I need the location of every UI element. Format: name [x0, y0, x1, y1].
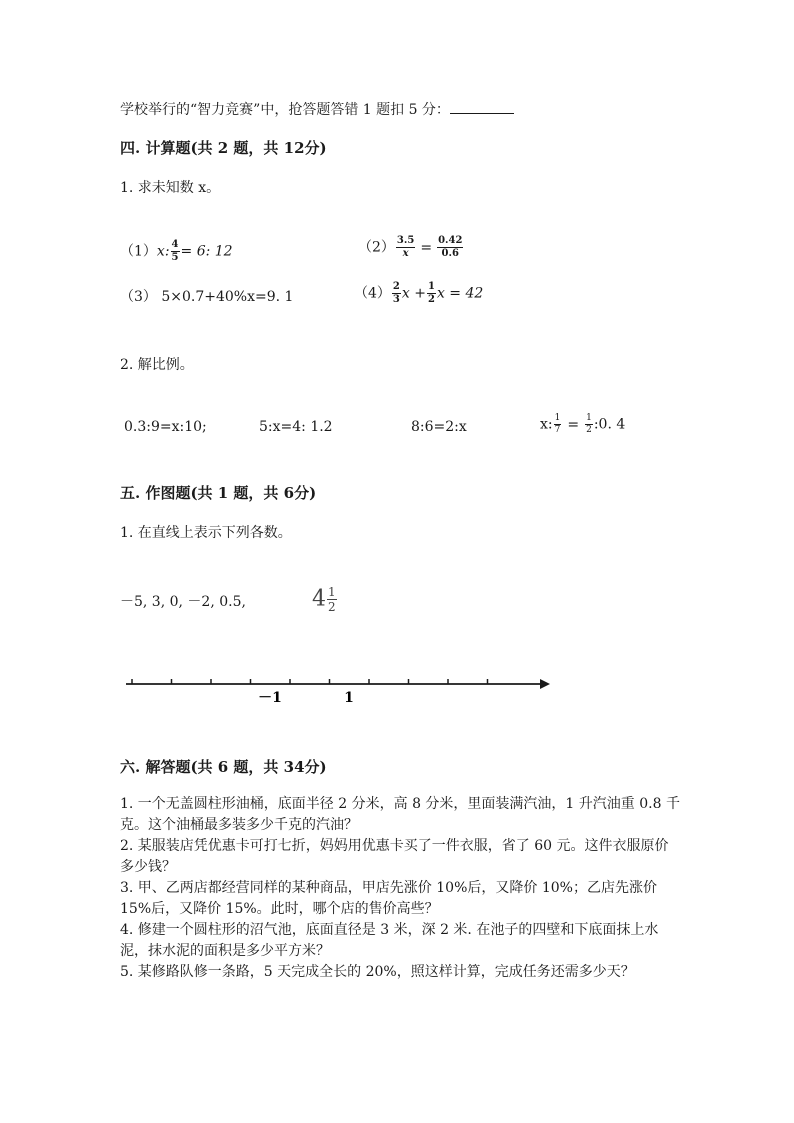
- proportion-3: 8:6=2:x: [411, 419, 467, 435]
- expr-middle: x +: [401, 285, 426, 302]
- problem-4: 4. 修建一个圆柱形的沼气池，底面直径是 3 米，深 2 米. 在池子的四壁和下底面抹上水泥，抹水泥的面积是多少平方米？: [120, 922, 659, 959]
- mixed-fraction: $\frac{1}{2}$: [328, 585, 336, 614]
- expr-suffix: = 6: 12: [180, 243, 233, 260]
- part-label: （2）: [358, 239, 395, 256]
- proportion-2: 5:x=4: 1.2: [259, 419, 333, 435]
- fraction-right: $\frac{0.42}{0.6}$: [438, 235, 463, 259]
- s4-q1-part4: [354, 282, 483, 305]
- s4-q1-part3: （3） 5×0.7+40%x=9. 1: [120, 289, 294, 305]
- intro-text: 学校举行的“智力竞赛”中，抢答题答错 1 题扣 5 分：: [120, 102, 450, 118]
- fraction-b: $\frac{1}{2}$: [427, 281, 435, 305]
- fraction-a: $\frac{2}{3}$: [392, 281, 400, 305]
- section-5-heading: 五. 作图题(共 1 题，共 6分): [120, 484, 317, 502]
- s4-q1-part1: [120, 240, 233, 263]
- answer-blank[interactable]: [450, 101, 514, 114]
- expr-suffix: :0. 4: [593, 416, 626, 433]
- axis-label-neg1: －1: [258, 690, 282, 706]
- proportion-4: [540, 414, 625, 435]
- problem-5: 5. 某修路队修一条路，5 天完成全长的 20%，照这样计算，完成任务还需多少天？: [120, 964, 635, 980]
- part-label: （1）: [120, 243, 157, 260]
- s4-q1-title: 1. 求未知数 x。: [120, 180, 221, 196]
- fraction-a: $\frac{1}{7}$: [554, 413, 561, 435]
- intro-question: [120, 99, 514, 119]
- fraction-left: $\frac{3.5}{x}$: [396, 235, 415, 259]
- fraction: $\frac{4}{5}$: [171, 239, 179, 263]
- axis-label-1: 1: [344, 690, 354, 706]
- s4-q1-part2: [358, 236, 464, 259]
- mixed-whole: 4: [312, 586, 326, 612]
- section-6-heading: 六. 解答题(共 6 题，共 34分): [120, 758, 327, 776]
- equals-sign: =: [567, 416, 580, 433]
- number-line-arrow: [540, 679, 550, 689]
- expr-suffix: x = 42: [436, 285, 484, 302]
- expr-prefix: x:: [540, 416, 553, 433]
- part-label: （4）: [354, 285, 391, 302]
- numbers-to-plot: －5, 3, 0, －2, 0.5,: [120, 594, 246, 610]
- expr-prefix: x:: [156, 243, 170, 260]
- problem-2: 2. 某服装店凭优惠卡可打七折，妈妈用优惠卡买了一件衣服，省了 60 元。这件衣服原价多少钱？: [120, 838, 669, 875]
- proportion-1: 0.3:9=x:10;: [124, 419, 207, 435]
- equals-sign: =: [420, 239, 433, 256]
- section-4-heading: 四. 计算题(共 2 题，共 12分): [120, 139, 327, 157]
- s5-q1-title: 1. 在直线上表示下列各数。: [120, 525, 292, 541]
- mixed-number: [312, 586, 338, 613]
- problem-1: 1. 一个无盖圆柱形油桶，底面半径 2 分米，高 8 分米，里面装满汽油，1 升汽油重 0.8 千克。这个油桶最多装多少千克的汽油？: [120, 796, 680, 833]
- fraction-b: $\frac{1}{2}$: [586, 413, 592, 435]
- number-line: [120, 670, 560, 710]
- problem-3: 3. 甲、乙两店都经营同样的某种商品，甲店先涨价 10%后，又降价 10%；乙店先涨价 15%后，又降价 15%。此时，哪个店的售价高些？: [120, 880, 657, 917]
- s4-q2-title: 2. 解比例。: [120, 357, 194, 373]
